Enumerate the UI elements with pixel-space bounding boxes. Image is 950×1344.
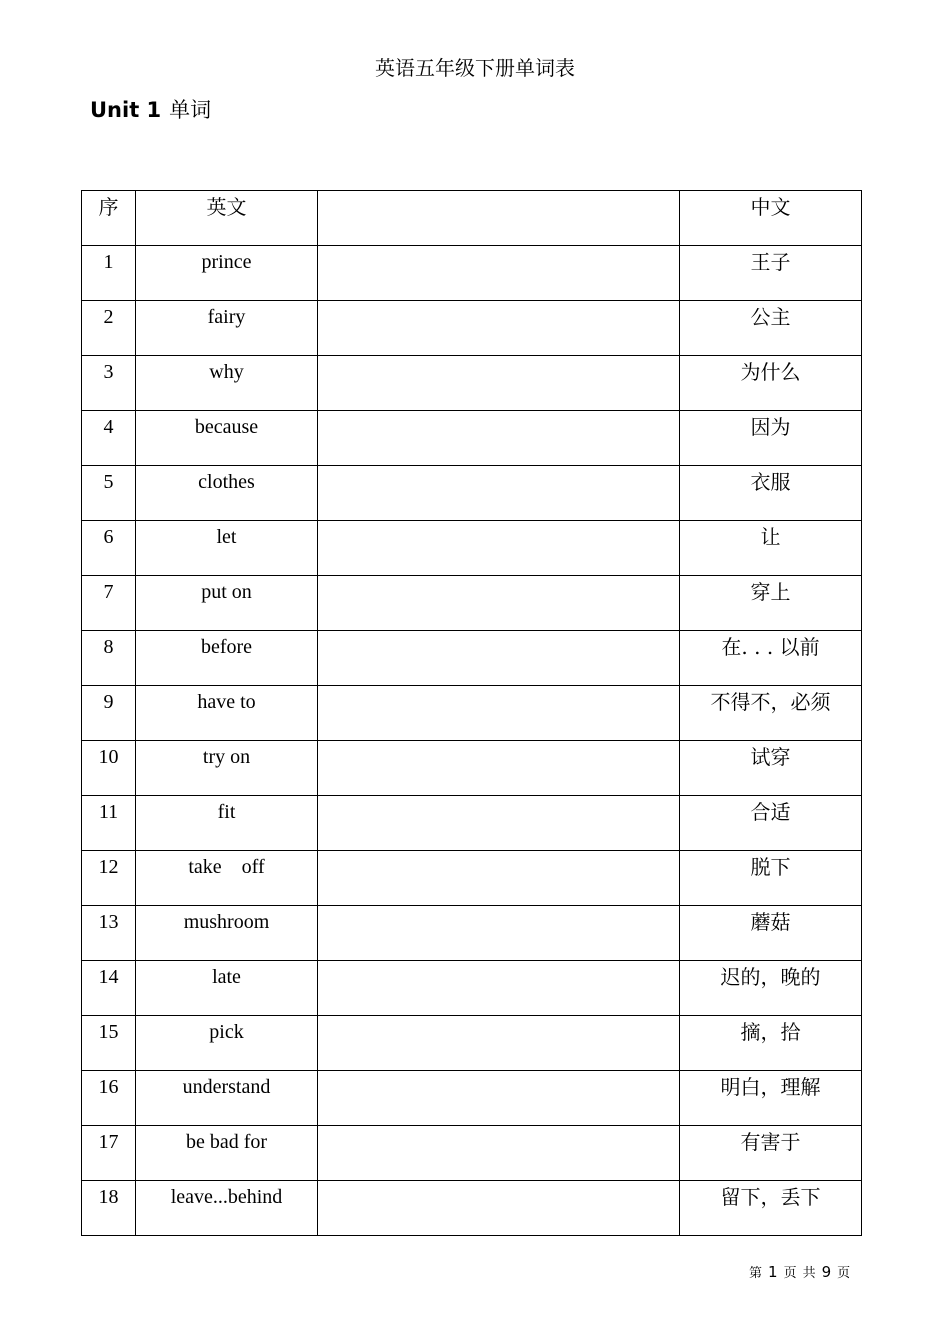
english-word: let [136, 521, 318, 576]
footer-total-prefix: 共 [802, 1266, 816, 1281]
blank-cell [318, 631, 680, 686]
table-row [82, 356, 862, 411]
vocabulary-table [81, 190, 862, 1236]
blank-cell [318, 521, 680, 576]
blank-cell [318, 411, 680, 466]
english-word: prince [136, 246, 318, 301]
row-number: 6 [82, 521, 136, 576]
chinese-meaning: 脱下 [680, 851, 862, 906]
current-page-number: 1 [768, 1263, 778, 1281]
unit-subtitle: 单词 [169, 98, 212, 122]
english-word: mushroom [136, 906, 318, 961]
english-word: have to [136, 686, 318, 741]
row-number: 1 [82, 246, 136, 301]
chinese-meaning: 公主 [680, 301, 862, 356]
chinese-meaning: 合适 [680, 796, 862, 851]
row-number: 2 [82, 301, 136, 356]
unit-heading [90, 97, 211, 123]
blank-cell [318, 301, 680, 356]
table-row [82, 1126, 862, 1181]
chinese-meaning: 王子 [680, 246, 862, 301]
chinese-meaning: 因为 [680, 411, 862, 466]
blank-cell [318, 246, 680, 301]
table-row [82, 686, 862, 741]
blank-cell [318, 741, 680, 796]
row-number: 17 [82, 1126, 136, 1181]
row-number: 5 [82, 466, 136, 521]
english-word: because [136, 411, 318, 466]
table-row [82, 961, 862, 1016]
blank-cell [318, 851, 680, 906]
english-word: understand [136, 1071, 318, 1126]
chinese-meaning: 穿上 [680, 576, 862, 631]
header-blank [318, 191, 680, 246]
table-row [82, 796, 862, 851]
footer-total-suffix: 页 [837, 1266, 851, 1281]
chinese-meaning: 不得不，必须 [680, 686, 862, 741]
table-row [82, 466, 862, 521]
english-word: late [136, 961, 318, 1016]
chinese-meaning: 迟的，晚的 [680, 961, 862, 1016]
header-number: 序 [82, 191, 136, 246]
row-number: 8 [82, 631, 136, 686]
blank-cell [318, 1071, 680, 1126]
english-word: fairy [136, 301, 318, 356]
unit-label: Unit 1 [90, 98, 162, 122]
blank-cell [318, 961, 680, 1016]
chinese-meaning: 在. . . 以前 [680, 631, 862, 686]
blank-cell [318, 686, 680, 741]
blank-cell [318, 356, 680, 411]
chinese-meaning: 有害于 [680, 1126, 862, 1181]
chinese-meaning: 试穿 [680, 741, 862, 796]
table-row [82, 1071, 862, 1126]
table-row [82, 576, 862, 631]
chinese-meaning: 衣服 [680, 466, 862, 521]
row-number: 14 [82, 961, 136, 1016]
chinese-meaning: 留下，丢下 [680, 1181, 862, 1236]
table-row [82, 1016, 862, 1071]
document-title: 英语五年级下册单词表 [375, 56, 575, 80]
row-number: 4 [82, 411, 136, 466]
header-english: 英文 [136, 191, 318, 246]
row-number: 10 [82, 741, 136, 796]
blank-cell [318, 1126, 680, 1181]
table-row [82, 906, 862, 961]
table-row [82, 521, 862, 576]
row-number: 12 [82, 851, 136, 906]
english-word: take off [136, 851, 318, 906]
table-row [82, 851, 862, 906]
english-word: leave...behind [136, 1181, 318, 1236]
blank-cell [318, 1181, 680, 1236]
blank-cell [318, 796, 680, 851]
english-word: clothes [136, 466, 318, 521]
chinese-meaning: 摘，拾 [680, 1016, 862, 1071]
english-word: fit [136, 796, 318, 851]
row-number: 15 [82, 1016, 136, 1071]
blank-cell [318, 1016, 680, 1071]
header-row [82, 191, 862, 246]
table-row [82, 246, 862, 301]
chinese-meaning: 为什么 [680, 356, 862, 411]
row-number: 16 [82, 1071, 136, 1126]
chinese-meaning: 让 [680, 521, 862, 576]
total-page-number: 9 [821, 1263, 832, 1281]
row-number: 11 [82, 796, 136, 851]
row-number: 3 [82, 356, 136, 411]
english-word: be bad for [136, 1126, 318, 1181]
footer-prefix: 第 [749, 1266, 763, 1281]
row-number: 18 [82, 1181, 136, 1236]
table-row [82, 1181, 862, 1236]
blank-cell [318, 576, 680, 631]
row-number: 13 [82, 906, 136, 961]
header-chinese: 中文 [680, 191, 862, 246]
chinese-meaning: 蘑菇 [680, 906, 862, 961]
english-word: why [136, 356, 318, 411]
table-row [82, 301, 862, 356]
blank-cell [318, 906, 680, 961]
english-word: pick [136, 1016, 318, 1071]
english-word: try on [136, 741, 318, 796]
table-row [82, 631, 862, 686]
row-number: 7 [82, 576, 136, 631]
row-number: 9 [82, 686, 136, 741]
page-footer [749, 1262, 850, 1284]
english-word: put on [136, 576, 318, 631]
english-word: before [136, 631, 318, 686]
table-row [82, 741, 862, 796]
chinese-meaning: 明白，理解 [680, 1071, 862, 1126]
blank-cell [318, 466, 680, 521]
footer-page-suffix: 页 [783, 1266, 797, 1281]
table-row [82, 411, 862, 466]
